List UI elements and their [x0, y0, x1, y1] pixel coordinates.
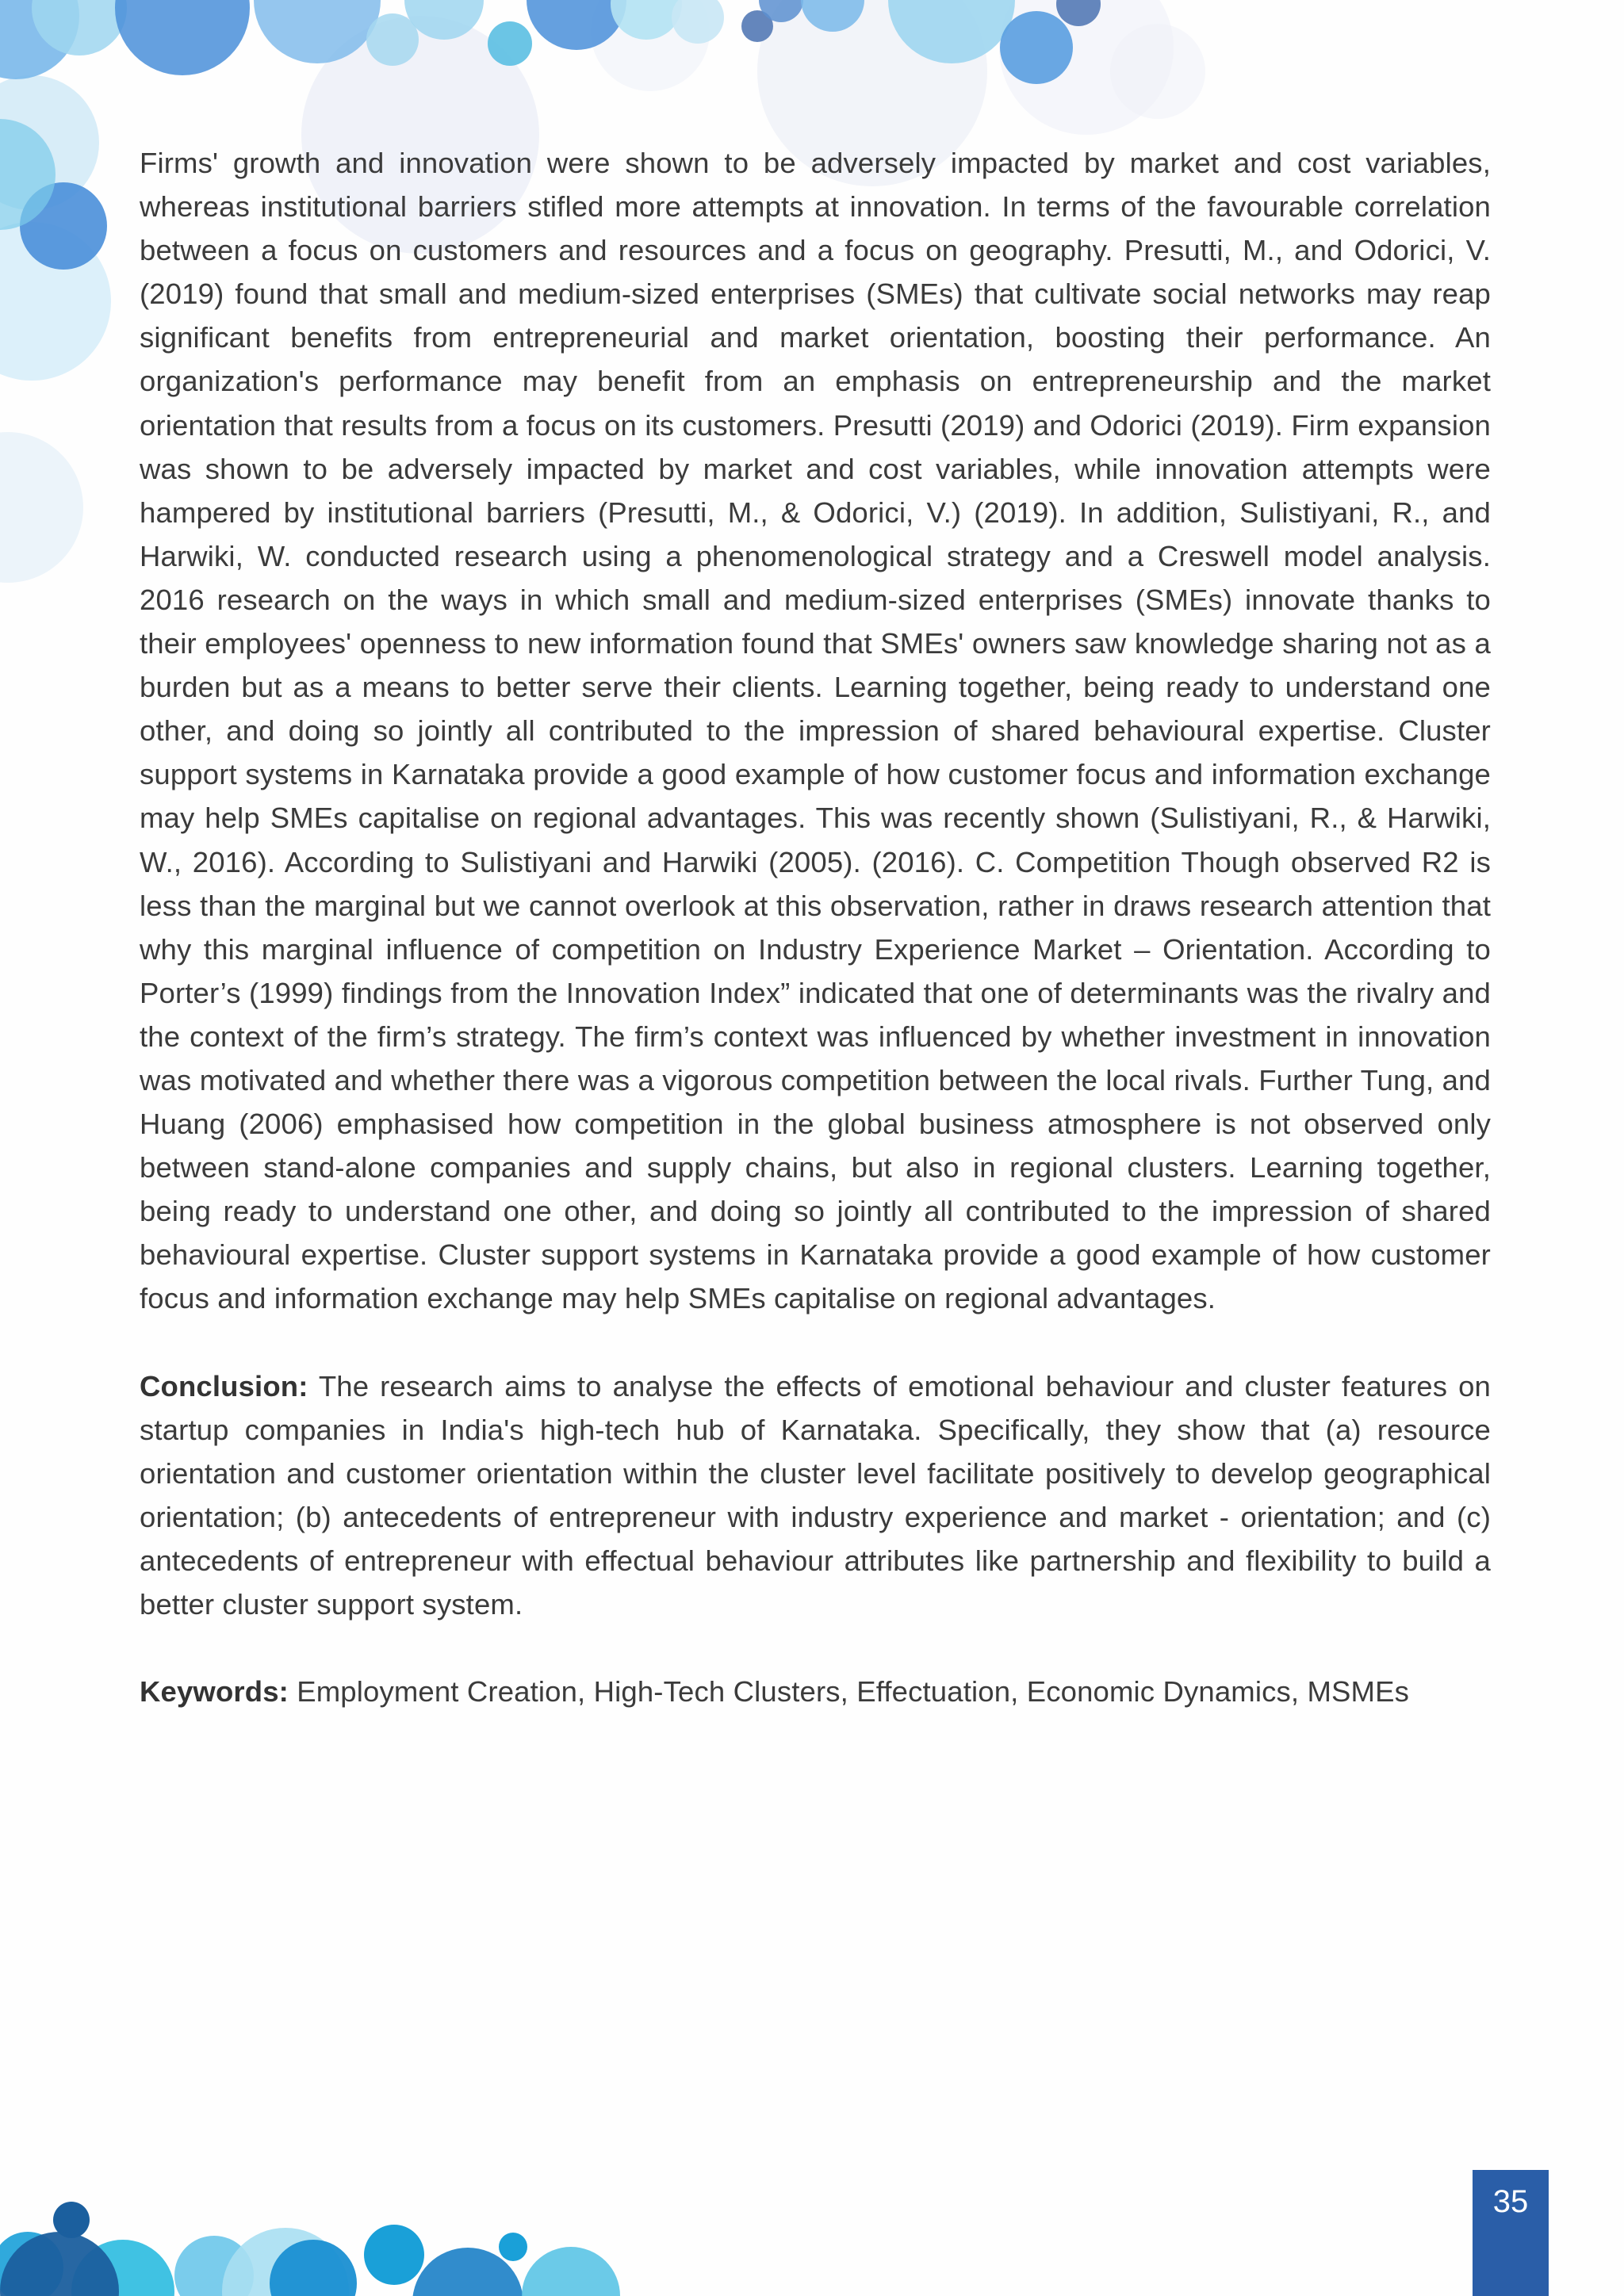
keywords-paragraph	[140, 1670, 1491, 1713]
keywords-text: Employment Creation, High-Tech Clusters, Effectuation, Economic Dynamics, MSMEs	[297, 1675, 1409, 1709]
body-text	[140, 141, 1491, 1713]
page-number-box	[1473, 2170, 1549, 2296]
keywords-label: Keywords:	[140, 1675, 289, 1709]
body-paragraph: Firms' growth and innovation were shown to be adversely impacted by market and cost variables, whereas institutional barriers stifled more attempts at innovation. In terms of the favourable correlation between a focus on customers and resources and a focus on geography. Presutti, M., and Odorici, V. (2019) found that small and medium-sized enterprises (SMEs) that cultivate social networks may reap significant benefits from entrepreneurial and market orientation, boosting their performance. An organization's performance may benefit from an emphasis on entrepreneurship and the market orientation that results from a focus on its customers. Presutti (2019) and Odorici (2019). Firm expansion was shown to be adversely impacted by market and cost variables, while innovation attempts were hampered by institutional barriers (Presutti, M., & Odorici, V.) (2019). In addition, Sulistiyani, R., and Harwiki, W. conducted research using a phenomenological strategy and a Creswell model analysis. 2016 research on the ways in which small and medium-sized enterprises (SMEs) innovate thanks to their employees' openness to new information found that SMEs' owners saw knowledge sharing not as a burden but as a means to better serve their clients. Learning together, being ready to understand one other, and doing so jointly all contributed to the impression of shared behavioural expertise. Cluster support systems in Karnataka provide a good example of how customer focus and information exchange may help SMEs capitalise on regional advantages. This was recently shown (Sulistiyani, R., & Harwiki, W., 2016). According to Sulistiyani and Harwiki (2005). (2016). C. Competition Though observed R2 is less than the marginal but we cannot overlook at this observation, rather in draws research attention that why this marginal influence of competition on Industry Experience Market – Orientation. According to Porter’s (1999) findings from the Innovation Index” indicated that one of determinants was the rivalry and the context of the firm’s strategy. The firm’s context was influenced by whether investment in innovation was motivated and whether there was a vigorous competition between the local rivals. Further Tung, and Huang (2006) emphasised how competition in the global business atmosphere is not observed only between stand-alone companies and supply chains, but also in regional clusters. Learning together, being ready to understand one other, and doing so jointly all contributed to the impression of shared behavioural expertise. Cluster support systems in Karnataka provide a good example of how customer focus and information exchange may help SMEs capitalise on regional advantages.	[140, 147, 1491, 1315]
bottom-bubbles	[0, 2202, 620, 2296]
conclusion-paragraph	[140, 1364, 1491, 1627]
conclusion-text: The research aims to analyse the effects of emotional behaviour and cluster features on startup companies in India's high-tech hub of Karnataka. Specifically, they show that (a) resource orientation and customer orientation within the cluster level facilitate positively to develop geographical orientation; (b) antecedents of entrepreneur with industry experience and market - orientation; and (c) antecedents of entrepreneur with effectual behaviour attributes like partnership and flexibility to build a better cluster support system.	[140, 1369, 1491, 1621]
page-number: 35	[1492, 2184, 1529, 2219]
conclusion-label: Conclusion:	[140, 1369, 308, 1402]
